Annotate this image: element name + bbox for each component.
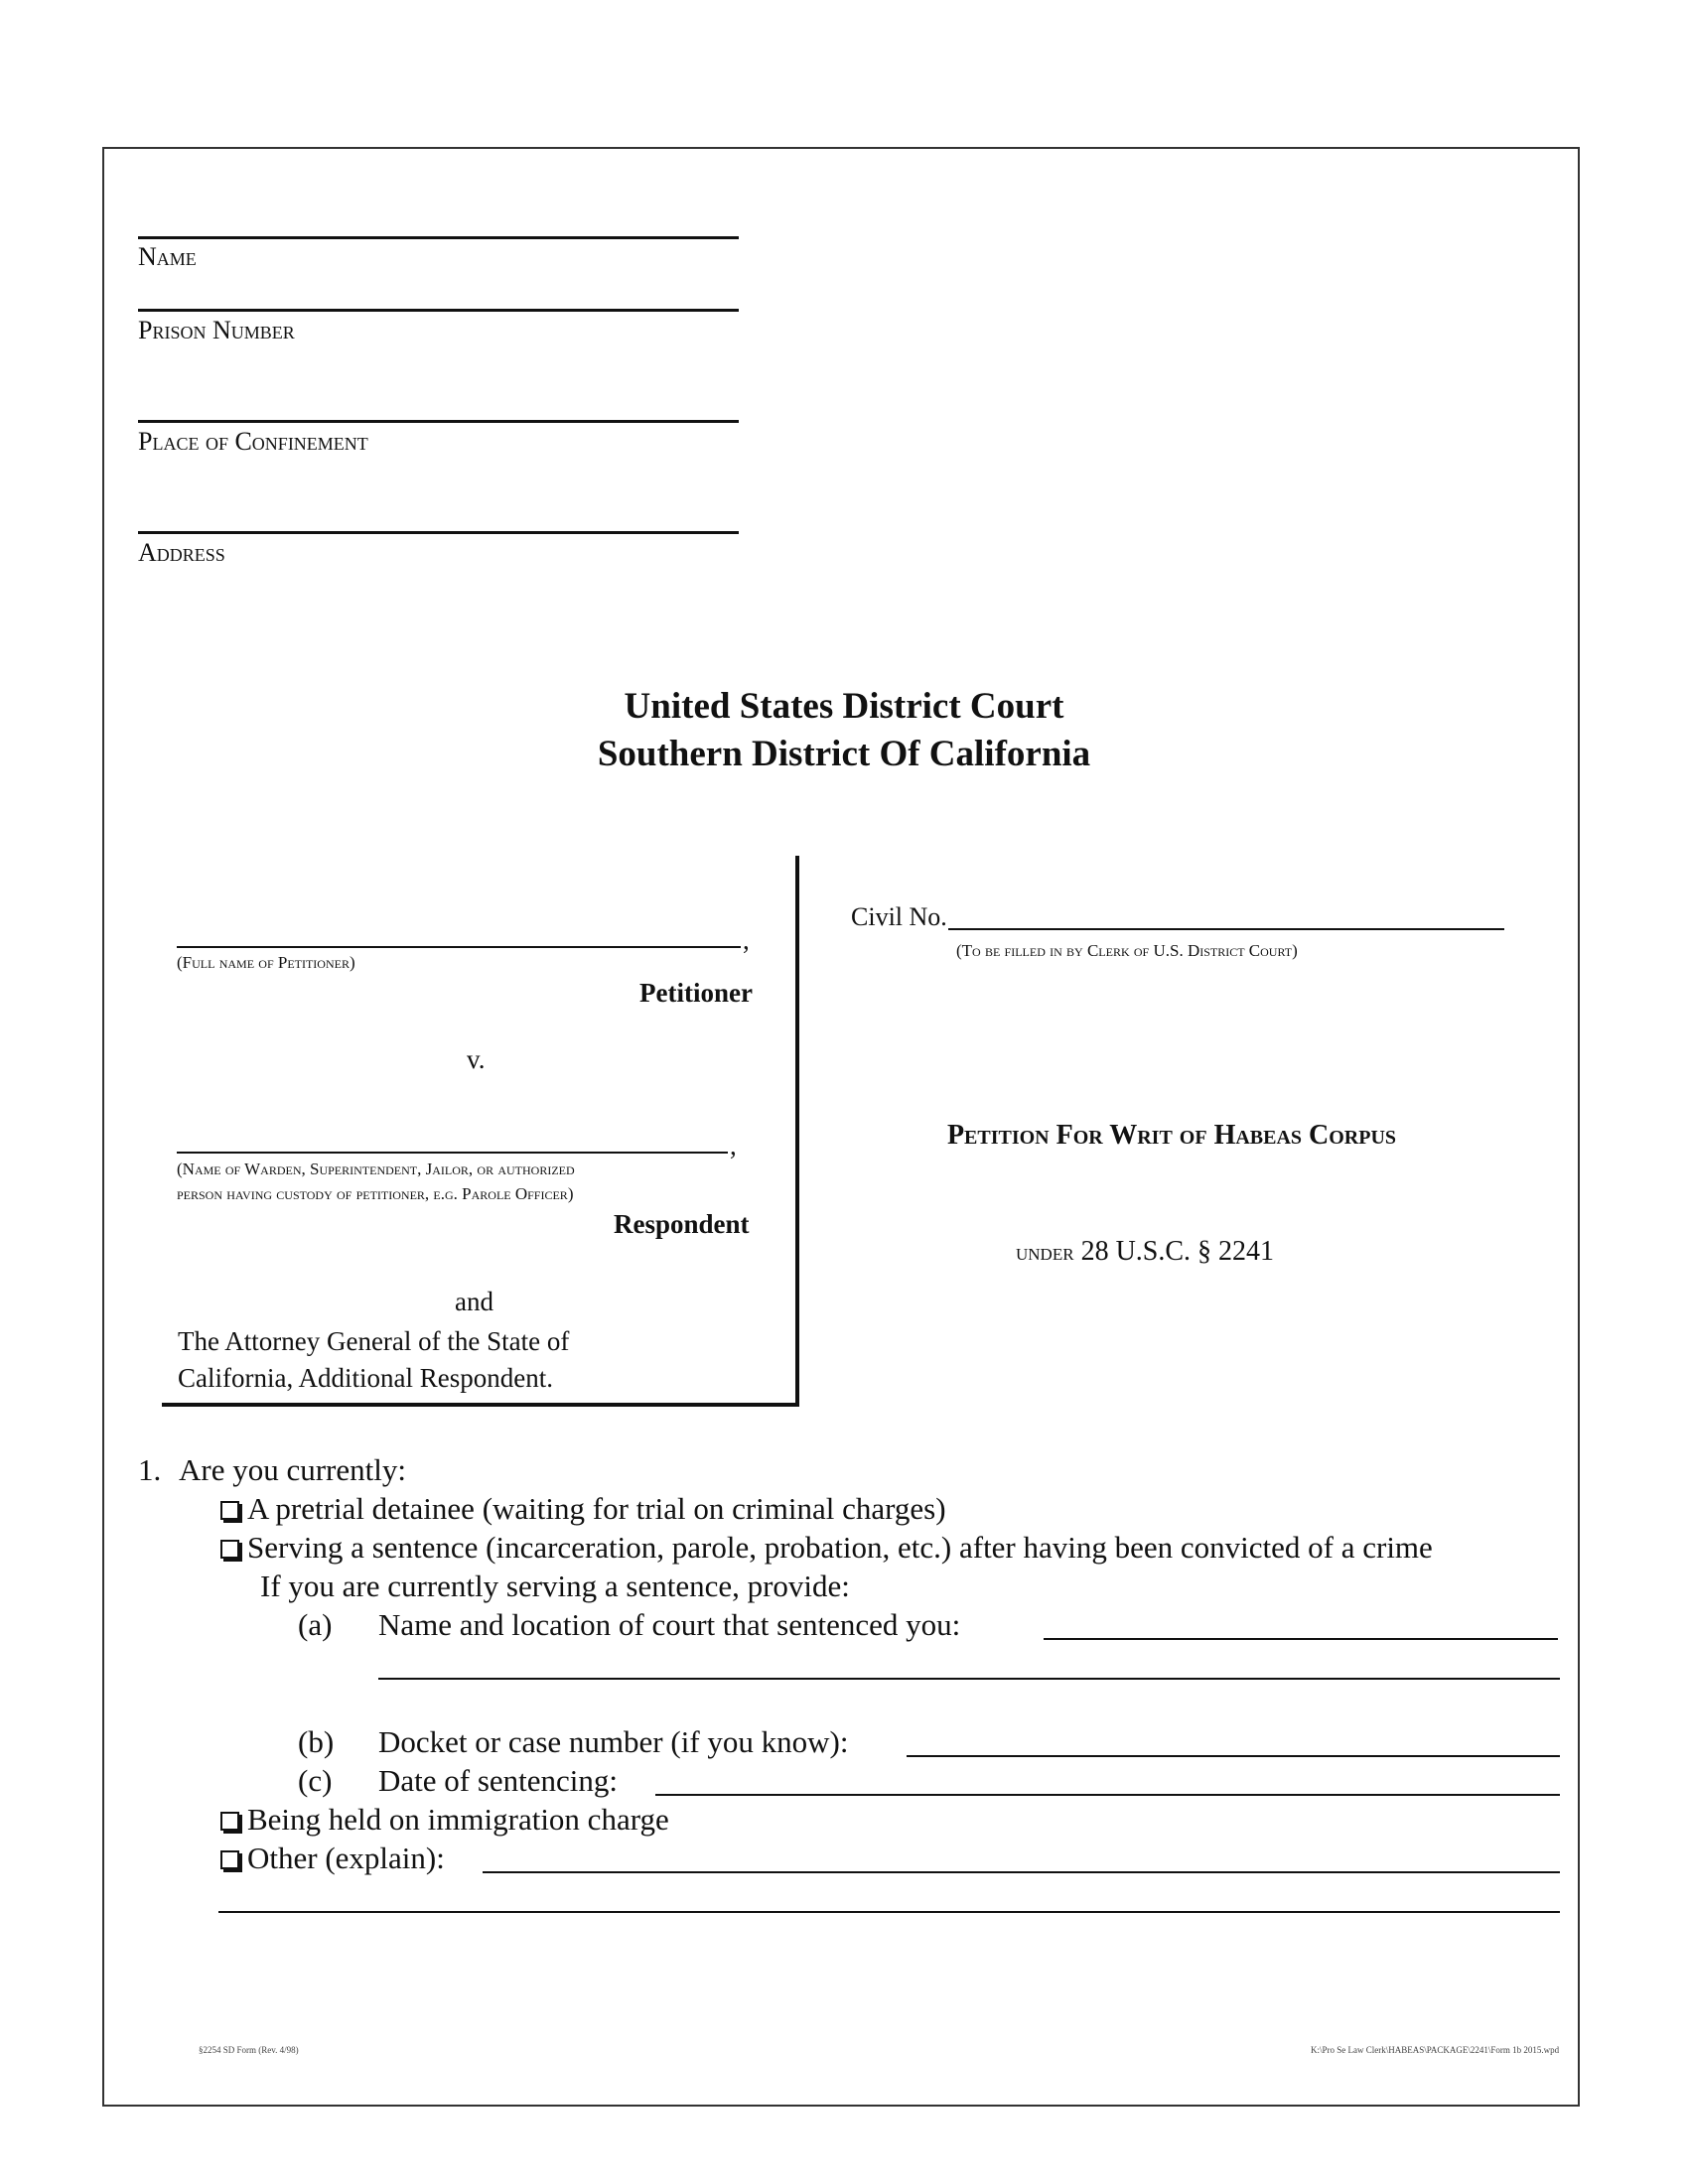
and-text: and: [455, 1287, 493, 1316]
court-name: United States District Court: [624, 686, 1064, 727]
item-c-text: Date of sentencing:: [378, 1763, 619, 1798]
option-immigration[interactable]: [220, 1802, 669, 1838]
place-of-confinement-line[interactable]: [138, 420, 739, 423]
court-district: Southern District Of California: [597, 734, 1091, 774]
petition-title: Petition For Writ of Habeas Corpus: [946, 1120, 1397, 1151]
sentencing-court-line-2[interactable]: [378, 1678, 1560, 1680]
attorney-general-line2: California, Additional Respondent.: [178, 1363, 553, 1393]
civil-no-label: Civil No.: [851, 902, 947, 931]
immigration-checkbox[interactable]: [220, 1812, 239, 1831]
caption-bottom-rule: [162, 1403, 799, 1407]
option-serving-sentence[interactable]: [220, 1530, 1433, 1566]
respondent-name-line[interactable]: [177, 1152, 728, 1154]
immigration-label: Being held on immigration charge: [247, 1802, 669, 1837]
prison-number-label: Prison Number: [138, 316, 295, 344]
civil-no-line[interactable]: [948, 928, 1504, 930]
other-label: Other (explain):: [247, 1841, 445, 1875]
respondent-hint-line1: (Name of Warden, Superintendent, Jailor, or authorized: [177, 1160, 575, 1178]
serving-sentence-label: Serving a sentence (incarceration, parole, probation, etc.) after having been convicted of a crime: [247, 1530, 1433, 1565]
option-other[interactable]: [220, 1841, 445, 1876]
footer-form-id: §2254 SD Form (Rev. 4/98): [199, 2045, 299, 2055]
name-label: Name: [138, 242, 197, 271]
respondent-label: Respondent: [614, 1209, 750, 1239]
item-a-label: (a): [298, 1607, 333, 1642]
petitioner-comma: ,: [743, 925, 750, 955]
pretrial-checkbox[interactable]: [220, 1501, 239, 1520]
footer-file-path: K:\Pro Se Law Clerk\HABEAS\PACKAGE\2241\Form 1b 2015.wpd: [1311, 2045, 1560, 2055]
versus: v.: [467, 1044, 486, 1074]
respondent-comma: ,: [730, 1131, 737, 1160]
prison-number-line[interactable]: [138, 309, 739, 312]
statute-prefix: under: [1016, 1240, 1074, 1266]
respondent-hint-line2: person having custody of petitioner, e.g. Parole Officer): [177, 1184, 574, 1203]
option-pretrial[interactable]: [220, 1491, 946, 1527]
address-line[interactable]: [138, 531, 739, 534]
question-1-prompt: Are you currently:: [179, 1452, 406, 1487]
statute-line: [1016, 1236, 1274, 1268]
petitioner-name-line[interactable]: [177, 946, 741, 948]
pretrial-label: A pretrial detainee (waiting for trial on criminal charges): [247, 1491, 946, 1526]
item-c-label: (c): [298, 1763, 333, 1798]
date-of-sentencing-line[interactable]: [655, 1794, 1560, 1796]
other-checkbox[interactable]: [220, 1850, 239, 1869]
other-explain-line-1[interactable]: [483, 1871, 1560, 1873]
sentencing-court-line-1[interactable]: [1044, 1638, 1558, 1640]
statute-citation: 28 U.S.C. § 2241: [1080, 1236, 1275, 1267]
address-label: Address: [138, 538, 225, 567]
other-explain-line-2[interactable]: [218, 1911, 1560, 1913]
serving-intro: If you are currently serving a sentence, provide:: [260, 1569, 850, 1603]
civil-no-hint: (To be filled in by Clerk of U.S. District Court): [956, 941, 1298, 960]
petitioner-hint: (Full name of Petitioner): [177, 953, 355, 972]
serving-sentence-checkbox[interactable]: [220, 1540, 239, 1559]
item-b-text: Docket or case number (if you know):: [378, 1724, 849, 1759]
place-of-confinement-label: Place of Confinement: [138, 427, 368, 456]
question-1-number: 1.: [138, 1452, 162, 1487]
name-line[interactable]: [138, 236, 739, 239]
item-b-label: (b): [298, 1724, 335, 1759]
attorney-general-line1: The Attorney General of the State of: [178, 1326, 570, 1356]
petitioner-label: Petitioner: [639, 978, 753, 1008]
item-a-text: Name and location of court that sentenced you:: [378, 1607, 961, 1642]
docket-number-line[interactable]: [907, 1755, 1560, 1757]
